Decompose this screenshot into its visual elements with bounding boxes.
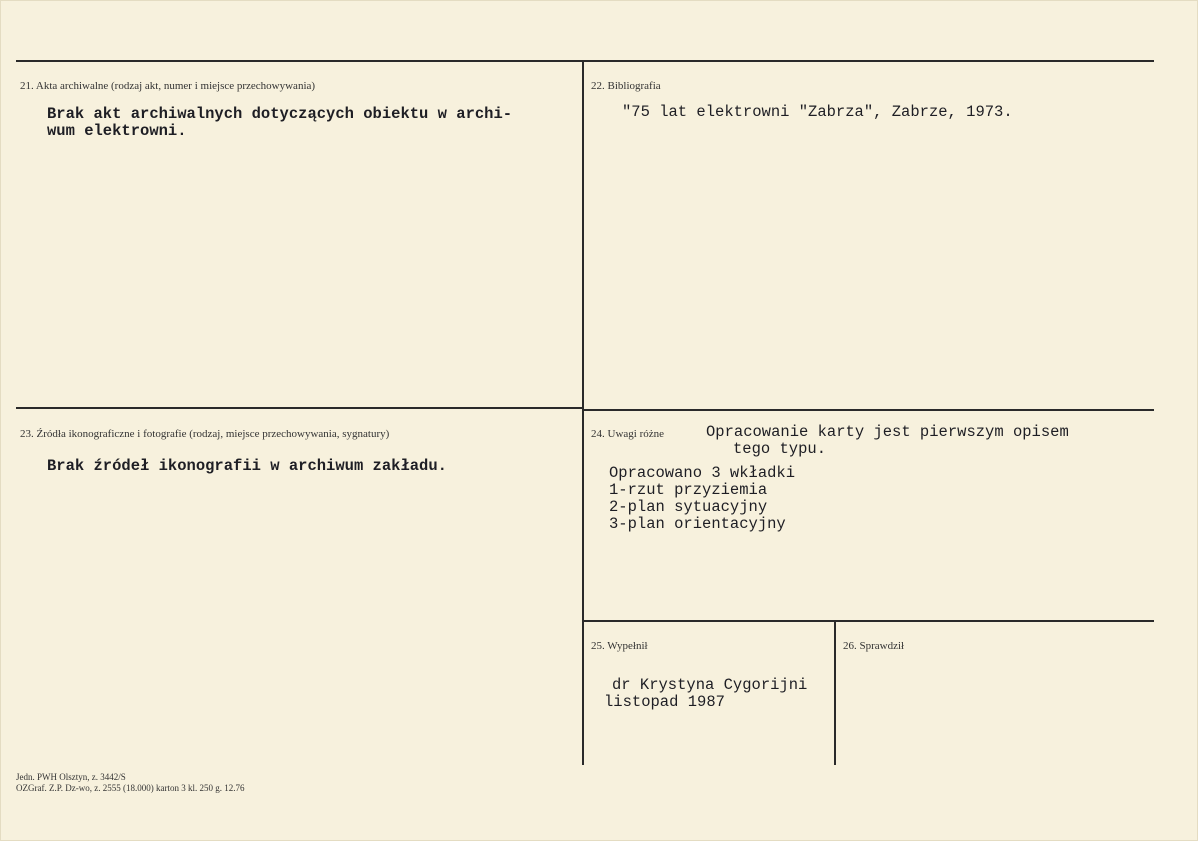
- middle-rule-left: [16, 407, 582, 409]
- footer-line-2: OZGraf. Z.P. Dz-wo, z. 2555 (18.000) karton 3 kl. 250 g. 12.76: [16, 783, 245, 793]
- section-24-note-3: 2-plan sytuacyjny: [609, 498, 768, 516]
- section-22-bibliography: "75 lat elektrowni "Zabrza", Zabrze, 1973.: [622, 103, 1013, 121]
- section-22-label: 22. Bibliografia: [591, 80, 661, 92]
- section-23-label: 23. Źródła ikonograficzne i fotografie (rodzaj, miejsce przechowywania, sygnatury): [20, 428, 390, 440]
- section-26-label: 26. Sprawdził: [843, 640, 905, 652]
- section-24-note-1: Opracowano 3 wkładki: [609, 464, 796, 482]
- center-divider: [582, 62, 584, 765]
- lower-rule-right: [584, 620, 1154, 622]
- section-24-note-4: 3-plan orientacyjny: [609, 515, 786, 533]
- top-rule: [16, 60, 1154, 62]
- section-25-label: 25. Wypełnił: [591, 640, 648, 652]
- middle-rule-right: [584, 409, 1154, 411]
- section-25-name: dr Krystyna Cygorijni: [612, 676, 808, 694]
- section-21-line-1: Brak akt archiwalnych dotyczących obiektu w archi-: [47, 105, 513, 123]
- section-24-line-1: Opracowanie karty jest pierwszym opisem: [706, 423, 1069, 441]
- section-21-line-2: wum elektrowni.: [47, 122, 187, 140]
- section-21-label: 21. Akta archiwalne (rodzaj akt, numer i miejsce przechowywania): [20, 80, 316, 92]
- section-24-note-2: 1-rzut przyziemia: [609, 481, 768, 499]
- signature-divider: [834, 622, 836, 765]
- section-24-label: 24. Uwagi różne: [591, 428, 665, 440]
- section-25-date: listopad 1987: [604, 693, 725, 711]
- footer-line-1: Jedn. PWH Olsztyn, z. 3442/S: [16, 772, 126, 782]
- section-23-text: Brak źródeł ikonografii w archiwum zakładu.: [47, 457, 447, 475]
- section-24-line-2: tego typu.: [733, 440, 827, 458]
